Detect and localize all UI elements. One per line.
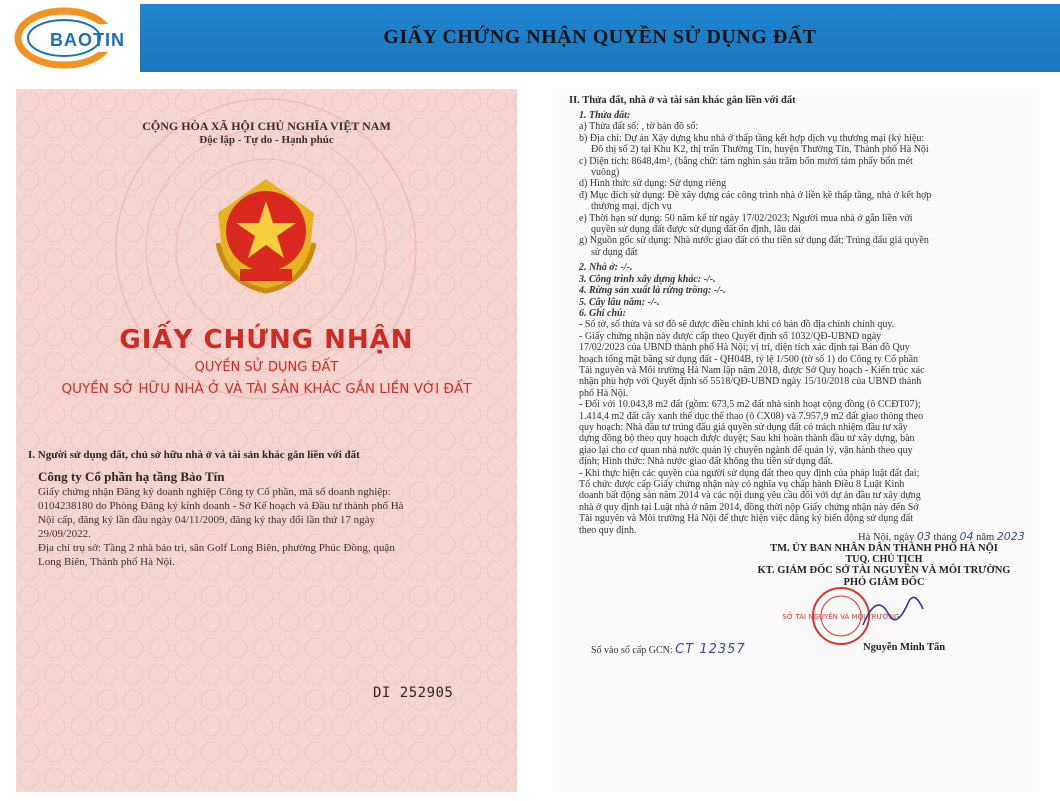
official-stamp-icon <box>782 585 941 647</box>
stamp-text: SỞ TÀI NGUYÊN VÀ MÔI TRƯỜNG <box>782 613 900 621</box>
detail-line: - Đối với 10.043,8 m2 đất (gồm: 673,5 m2 đất nhà sinh hoạt cộng đồng (ô CCĐT07); <box>579 399 921 411</box>
certificate-subtitle-land: QUYỀN SỬ DỤNG ĐẤT <box>194 360 339 375</box>
header <box>0 0 1060 76</box>
owner-line: Nội cấp, đăng ký lần đầu ngày 04/11/2009, đăng ký thay đổi lần thứ 17 ngày <box>38 514 376 526</box>
issue-date <box>858 530 1025 543</box>
detail-line: thương mại, dịch vụ <box>591 201 672 213</box>
certificate-details-page <box>553 89 1039 792</box>
detail-line: Đô thị số 2) tại Khu K2, thị trấn Thường Tín, huyện Thường Tín, Thành phố Hà Nội <box>591 144 929 156</box>
owner-line: Địa chỉ trụ sở: Tầng 2 nhà bảo trì, sân Golf Long Biên, phường Phúc Đồng, quận <box>38 542 395 554</box>
owner-line: 29/09/2022. <box>38 528 91 540</box>
detail-line: dựng đồng bộ theo quy hoạch được duyệt; Sau khi hoàn thành đầu tư xây dựng, bàn <box>579 433 915 445</box>
detail-heading: 3. Công trình xây dựng khác: -/-. <box>579 273 716 285</box>
signing-tuq: TUQ. CHỦ TỊCH <box>845 554 923 565</box>
detail-line: 1.414,4 m2 đất cây xanh thể dục thể thao (ô CX08) và 7.957,9 m2 đất giao thông theo <box>579 410 924 422</box>
signing-authority: TM. ỦY BAN NHÂN DÂN THÀNH PHỐ HÀ NỘI <box>770 543 998 554</box>
detail-line: Tài nguyên và Môi trường Hà Nam lập năm 2018, được Sở Quy hoạch - Kiến trúc xác <box>579 364 925 376</box>
date-day: 03 <box>916 530 931 543</box>
date-month-label: tháng <box>933 532 957 543</box>
page-title: GIẤY CHỨNG NHẬN QUYỀN SỬ DỤNG ĐẤT <box>383 26 817 48</box>
detail-heading: 5. Cây lâu năm: -/-. <box>579 296 660 308</box>
detail-line: vuông) <box>591 167 620 179</box>
detail-line: quyền sử dụng đất được sử dụng đất ổn định, lâu dài <box>591 224 801 236</box>
company-name: Công ty Cổ phần hạ tầng Bảo Tín <box>38 469 225 484</box>
signer-name: Nguyễn Minh Tấn <box>863 642 946 653</box>
detail-line: a) Thửa đất số: , tờ bản đồ số: <box>579 121 699 133</box>
owner-line: 0104238180 do Phòng Đăng ký kinh doanh - Sở Kế hoạch và Đầu tư thành phố Hà <box>38 500 404 512</box>
detail-line: theo quy định. <box>579 524 637 536</box>
detail-heading: 6. Ghi chú: <box>579 307 626 319</box>
registration-number <box>591 642 746 657</box>
detail-line: Tổ chức được cấp Giấy chứng nhận này có nghĩa vụ chấp hành Điều 8 Luật Kinh <box>579 479 905 490</box>
certificate-title: GIẤY CHỨNG NHẬN <box>119 325 414 355</box>
signing-department: KT. GIÁM ĐỐC SỞ TÀI NGUYÊN VÀ MÔI TRƯỜNG <box>757 565 1011 576</box>
detail-line: doanh bất động sản năm 2014 và các nội dung yêu cầu đối với dự án đầu tư xây dựng <box>579 490 921 502</box>
date-year: 2023 <box>996 530 1025 543</box>
registration-value: CT 12357 <box>675 642 746 657</box>
signer-title: PHÓ GIÁM ĐỐC <box>843 577 925 588</box>
certificate-front-page <box>16 89 517 792</box>
owner-section-heading: I. Người sử dụng đất, chủ sở hữu nhà ở và tài sản khác gắn liền với đất <box>28 449 360 461</box>
owner-details <box>38 485 508 569</box>
detail-line: đ) Mục đích sử dụng: Đề xây dựng các công trình nhà ở liền kề thấp tầng, nhà ở kết hợp <box>579 189 932 201</box>
certificate-subtitle-house: QUYỀN SỞ HỮU NHÀ Ở VÀ TÀI SẢN KHÁC GẮN LIỀN VỚI ĐẤT <box>61 381 472 397</box>
detail-line: sử dụng đất <box>591 246 638 258</box>
detail-heading: 2. Nhà ở: -/-. <box>579 262 633 274</box>
motto: Độc lập - Tự do - Hạnh phúc <box>199 134 334 146</box>
detail-line: hoạch tổng mặt bằng sử dụng đất - QH04B, tỷ lệ 1/500 (tờ số 1) do Công ty Cổ phần <box>579 353 919 365</box>
date-prefix: Hà Nội, ngày <box>858 532 915 543</box>
owner-line: Long Biên, Thành phố Hà Nội. <box>38 556 175 568</box>
detail-line: quy hoạch: Nhà đầu tư trúng đấu giá quyền sử dụng đất có trách nhiệm đầu tư xây <box>579 421 908 433</box>
detail-line: định; Hình thức: Nhà nước giao đất không thu tiền sử dụng đất. <box>579 456 834 468</box>
detail-line: giao lại cho cơ quan nhà nước quản lý chuyên ngành để quản lý, vận hành theo quy <box>579 444 913 456</box>
detail-line: nhận phù hợp với Quyết định số 5518/QĐ-UBND ngày 15/10/2018 của UBND thành <box>579 376 922 388</box>
baotin-logo <box>12 6 134 70</box>
detail-heading: 1. Thửa đất: <box>579 110 631 121</box>
detail-line: e) Thời hạn sử dụng: 50 năm kể từ ngày 17/02/2023; Người mua nhà ở gắn liền với <box>579 212 913 224</box>
owner-line: Giấy chứng nhận Đăng ký doanh nghiệp Công ty Cổ phần, mã số doanh nghiệp: <box>38 486 391 498</box>
detail-line: - Số tờ, số thửa và sơ đồ sẽ được điều chỉnh khi có bản đồ địa chính chính quy. <box>579 319 895 331</box>
title-bar <box>140 4 1060 72</box>
detail-line: c) Diện tích: 8648,4m², (bằng chữ: tám nghìn sáu trăm bốn mươi tám phẩy bốn mét <box>579 155 913 167</box>
detail-line: g) Nguồn gốc sử dụng: Nhà nước giao đất có thu tiền sử dụng đất; Trúng đấu giá quyền <box>579 235 929 247</box>
detail-line: b) Địa chỉ: Dự án Xây dựng khu nhà ở thấp tầng kết hợp dịch vụ thương mại (ký hiệu: <box>579 132 925 144</box>
logo-text: BAOTIN <box>50 30 125 50</box>
detail-line: nhà ở quy định tại Luật nhà ở năm 2014, đồng thời nộp Giấy chứng nhận này đến Sở <box>579 501 919 513</box>
detail-line: d) Hình thức sử dụng: Sử dụng riêng <box>579 178 727 190</box>
detail-line: Tài nguyên và Môi trường Hà Nội để thực hiện việc đăng ký biến động sử dụng đất <box>579 513 913 525</box>
detail-line: 17/02/2023 của UBND thành phố Hà Nội; vị trí, diện tích xác định tại Bản đồ Quy <box>579 342 910 354</box>
land-section-heading: II. Thửa đất, nhà ở và tài sản khác gắn liền với đất <box>569 95 796 106</box>
national-emblem-icon <box>196 173 336 298</box>
land-details <box>569 110 1031 536</box>
date-month: 04 <box>959 530 974 543</box>
detail-line: phố Hà Nội. <box>579 387 629 399</box>
detail-heading: 4. Rừng sản xuất là rừng trồng: -/-. <box>579 285 726 297</box>
registration-label: Số vào sổ cấp GCN: <box>591 645 673 656</box>
date-year-label: năm <box>976 532 995 543</box>
nation-heading: CỘNG HÒA XÃ HỘI CHỦ NGHĨA VIỆT NAM <box>142 119 391 133</box>
serial-number: DI 252905 <box>373 685 454 701</box>
detail-line: - Khi thực hiện các quyền của người sử dụng đất theo quy định của pháp luật đất đai; <box>579 467 920 479</box>
detail-line: - Giấy chứng nhận này được cấp theo Quyết định số 1032/QĐ-UBND ngày <box>579 330 882 342</box>
